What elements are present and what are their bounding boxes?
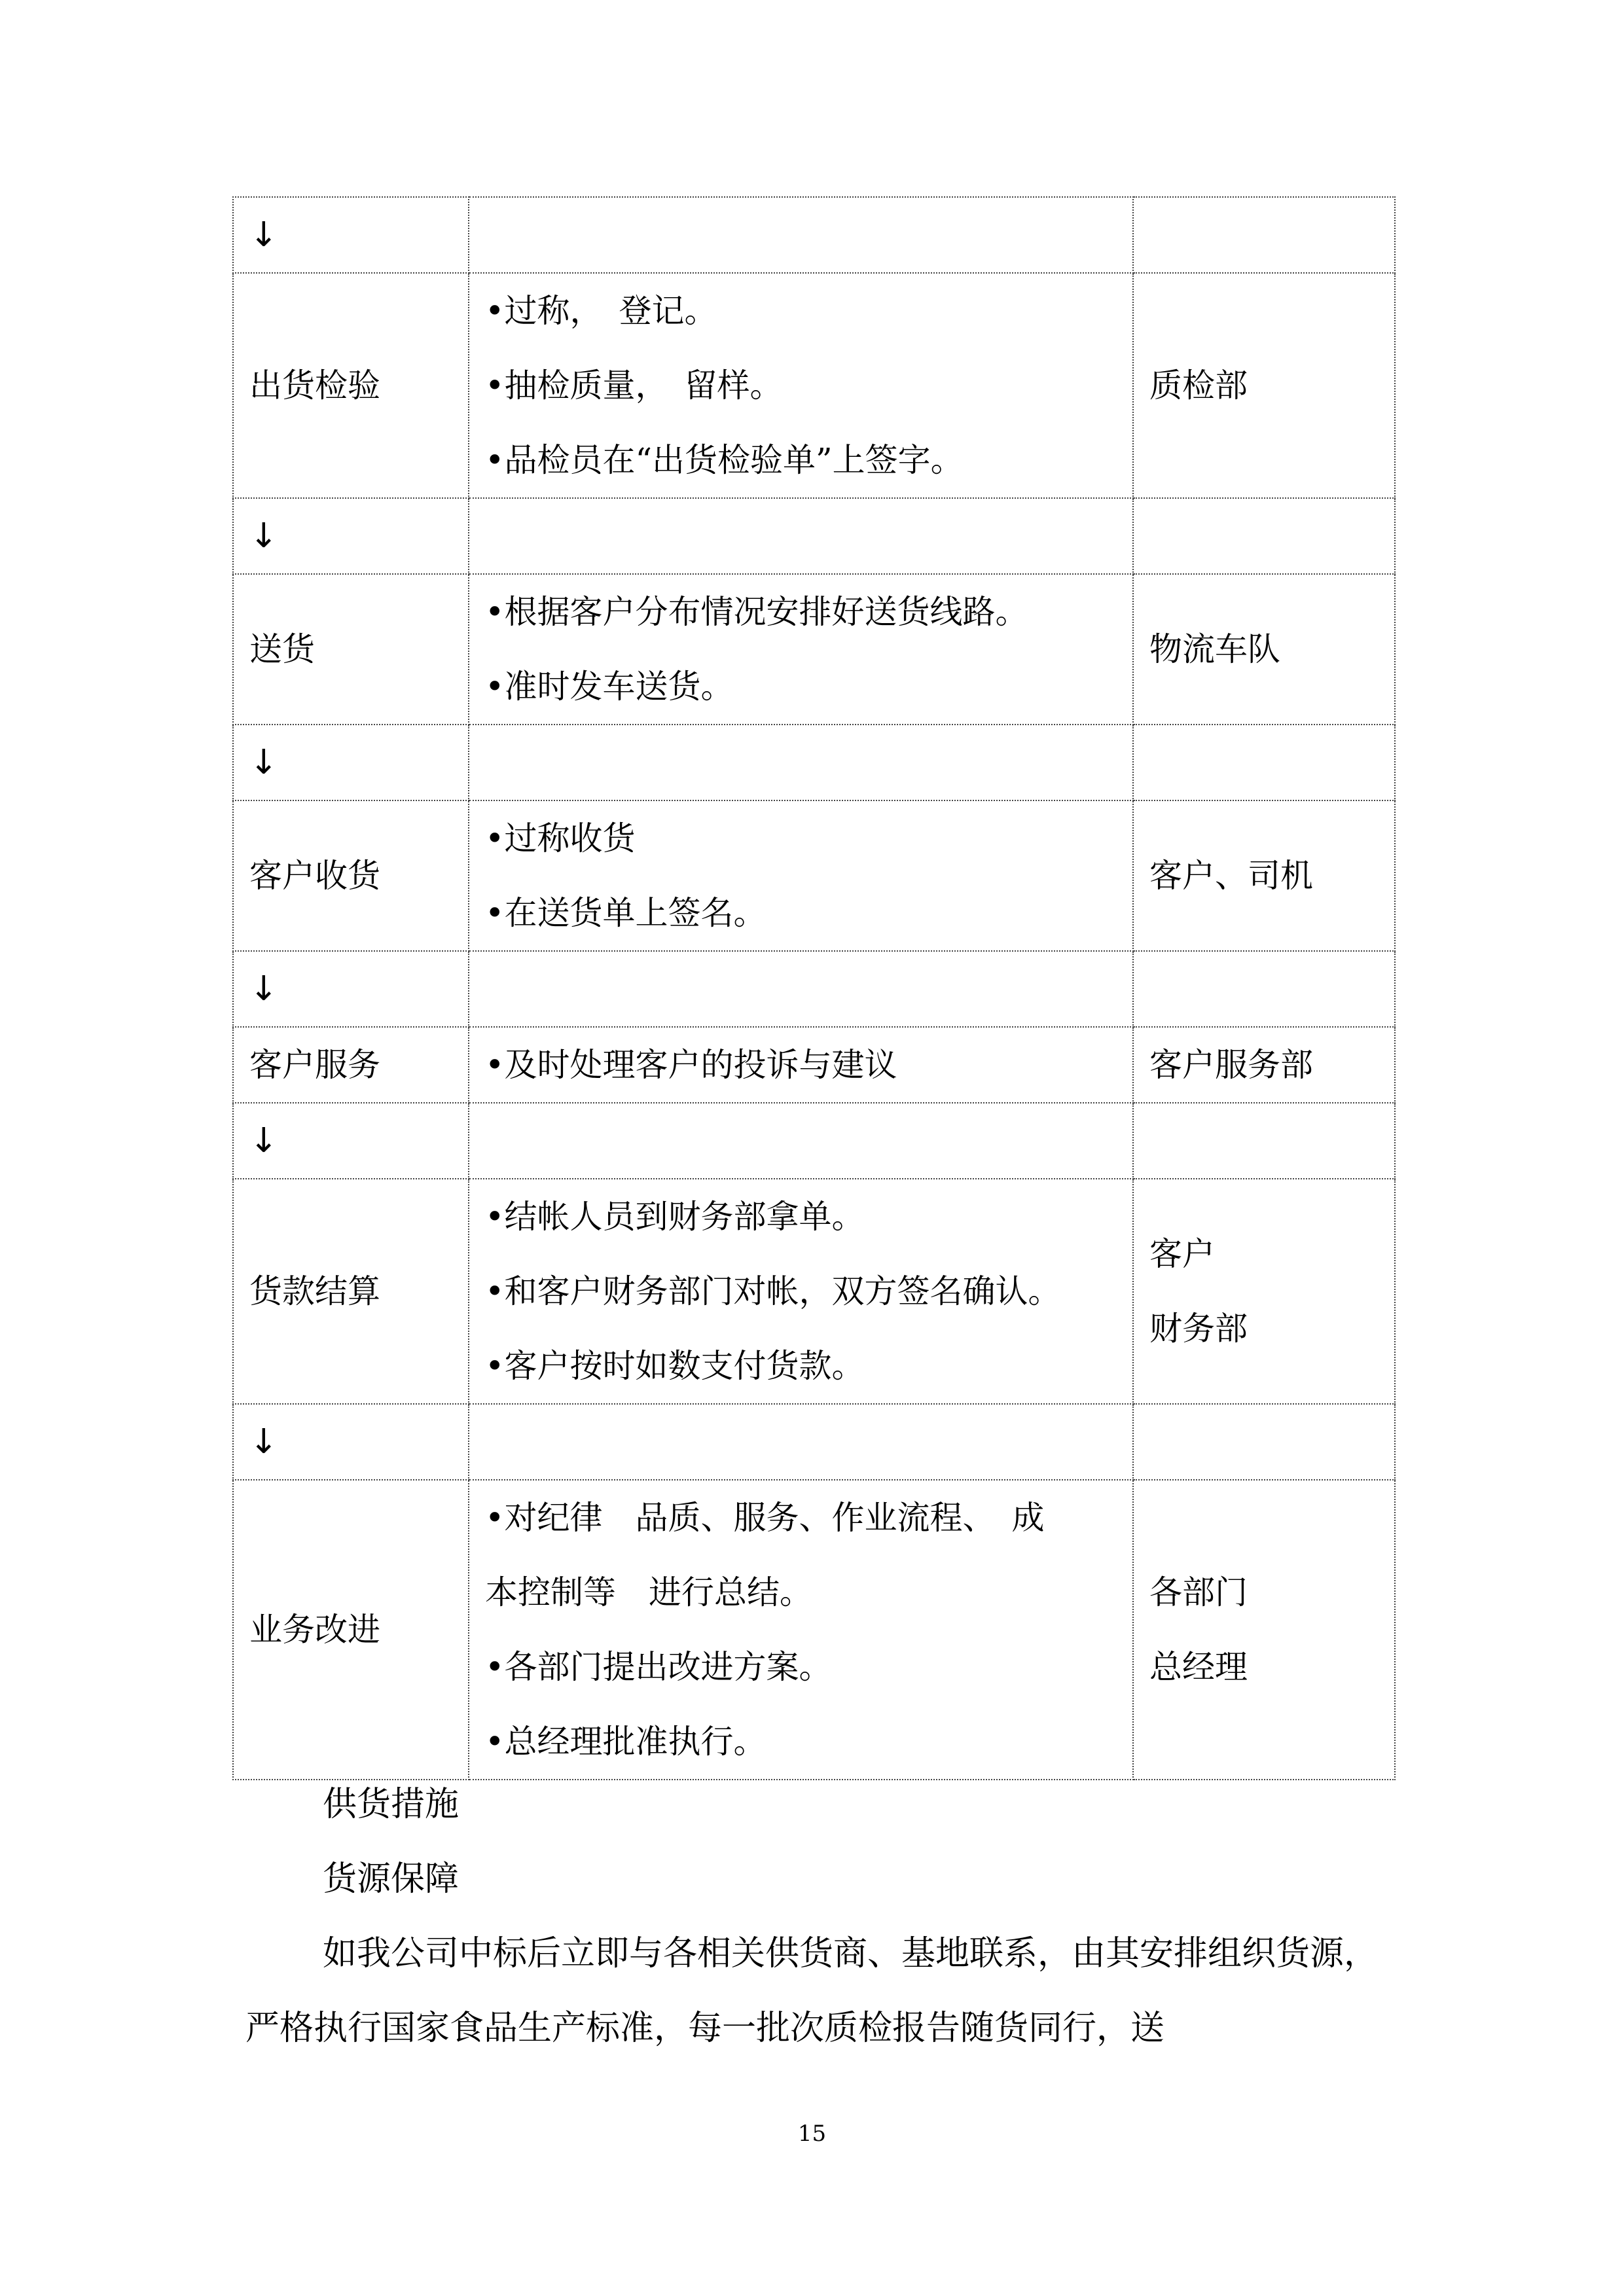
- action-item: •结帐人员到财务部拿单。: [485, 1198, 865, 1236]
- flow-arrow-row: [233, 197, 1395, 273]
- down-arrow-icon: ↓: [249, 1422, 278, 1462]
- down-arrow-icon: ↓: [249, 1121, 278, 1160]
- action-item: 本控制等 进行总结。: [485, 1573, 812, 1611]
- down-arrow-icon: ↓: [249, 215, 278, 255]
- empty-cell: [469, 951, 1133, 1027]
- post-table-section: [245, 1767, 1381, 2066]
- empty-cell: [469, 197, 1133, 273]
- action-item: •客户按时如数支付货款。: [485, 1347, 865, 1385]
- empty-cell: [469, 498, 1133, 574]
- owner-name: 客户: [1149, 1235, 1215, 1273]
- flow-arrow-cell: [233, 1103, 469, 1179]
- stage-owner: [1133, 273, 1395, 498]
- page-number: 15: [797, 2121, 827, 2147]
- down-arrow-icon: ↓: [249, 969, 278, 1009]
- action-item: •过称收货: [485, 819, 636, 857]
- action-item: •及时处理客户的投诉与建议: [485, 1046, 897, 1084]
- empty-cell: [1133, 498, 1395, 574]
- owner-name: 物流车队: [1149, 630, 1280, 668]
- stage-actions: [469, 800, 1133, 951]
- empty-cell: [469, 1103, 1133, 1179]
- process-flow-table: [232, 196, 1396, 1780]
- stage-actions: [469, 574, 1133, 725]
- empty-cell: [1133, 1404, 1395, 1480]
- stage-row-business-improvement: [233, 1480, 1395, 1780]
- flow-arrow-cell: [233, 1404, 469, 1480]
- stage-actions: [469, 1179, 1133, 1404]
- flow-arrow-cell: [233, 951, 469, 1027]
- stage-name: 客户收货: [233, 800, 469, 951]
- down-arrow-icon: ↓: [249, 516, 278, 556]
- stage-actions: [469, 273, 1133, 498]
- empty-cell: [469, 1404, 1133, 1480]
- action-item: •过称， 登记。: [485, 292, 717, 330]
- owner-name: 财务部: [1149, 1310, 1248, 1348]
- subsection-heading: 货源保障: [323, 1859, 460, 1899]
- empty-cell: [1133, 197, 1395, 273]
- action-item: •各部门提出改进方案。: [485, 1648, 832, 1686]
- action-item: •根据客户分布情况安排好送货线路。: [485, 593, 1028, 631]
- stage-owner: [1133, 800, 1395, 951]
- flow-arrow-row: [233, 1103, 1395, 1179]
- flow-arrow-cell: [233, 197, 469, 273]
- owner-name: 总经理: [1149, 1648, 1248, 1686]
- stage-row-delivery: [233, 574, 1395, 725]
- flow-arrow-row: [233, 951, 1395, 1027]
- flow-arrow-row: [233, 725, 1395, 800]
- stage-name: 货款结算: [233, 1179, 469, 1404]
- action-item: •对纪律 品质、服务、作业流程、 成: [485, 1499, 1045, 1537]
- action-item: •抽检质量， 留样。: [485, 367, 783, 404]
- stage-row-customer-receipt: [233, 800, 1395, 951]
- empty-cell: [1133, 951, 1395, 1027]
- stage-row-payment-settlement: [233, 1179, 1395, 1404]
- flow-arrow-cell: [233, 498, 469, 574]
- flow-arrow-row: [233, 1404, 1395, 1480]
- flow-arrow-row: [233, 498, 1395, 574]
- stage-actions: [469, 1480, 1133, 1780]
- action-item: •准时发车送货。: [485, 668, 734, 706]
- owner-name: 质检部: [1149, 367, 1248, 404]
- flow-arrow-cell: [233, 725, 469, 800]
- stage-owner: [1133, 1027, 1395, 1103]
- stage-name: 客户服务: [233, 1027, 469, 1103]
- stage-name: 送货: [233, 574, 469, 725]
- empty-cell: [1133, 1103, 1395, 1179]
- owner-name: 各部门: [1149, 1573, 1248, 1611]
- stage-owner: [1133, 1179, 1395, 1404]
- action-item: •品检员在“出货检验单”上签字。: [485, 441, 964, 479]
- stage-owner: [1133, 1480, 1395, 1780]
- action-item: •在送货单上签名。: [485, 894, 767, 932]
- stage-owner: [1133, 574, 1395, 725]
- stage-name: 业务改进: [233, 1480, 469, 1780]
- stage-row-shipment-inspection: [233, 273, 1395, 498]
- owner-name: 客户服务部: [1149, 1046, 1313, 1084]
- empty-cell: [1133, 725, 1395, 800]
- down-arrow-icon: ↓: [249, 743, 278, 782]
- owner-name: 客户、司机: [1149, 857, 1313, 895]
- stage-row-customer-service: [233, 1027, 1395, 1103]
- action-item: •总经理批准执行。: [485, 1723, 767, 1761]
- action-item: •和客户财务部门对帐，双方签名确认。: [485, 1272, 1061, 1310]
- empty-cell: [469, 725, 1133, 800]
- stage-actions: [469, 1027, 1133, 1103]
- section-heading: 供货措施: [323, 1785, 460, 1824]
- stage-name: 出货检验: [233, 273, 469, 498]
- body-paragraph: 如我公司中标后立即与各相关供货商、基地联系，由其安排组织货源，严格执行国家食品生产标准，每一批次质检报告随货同行，送: [245, 1934, 1379, 2048]
